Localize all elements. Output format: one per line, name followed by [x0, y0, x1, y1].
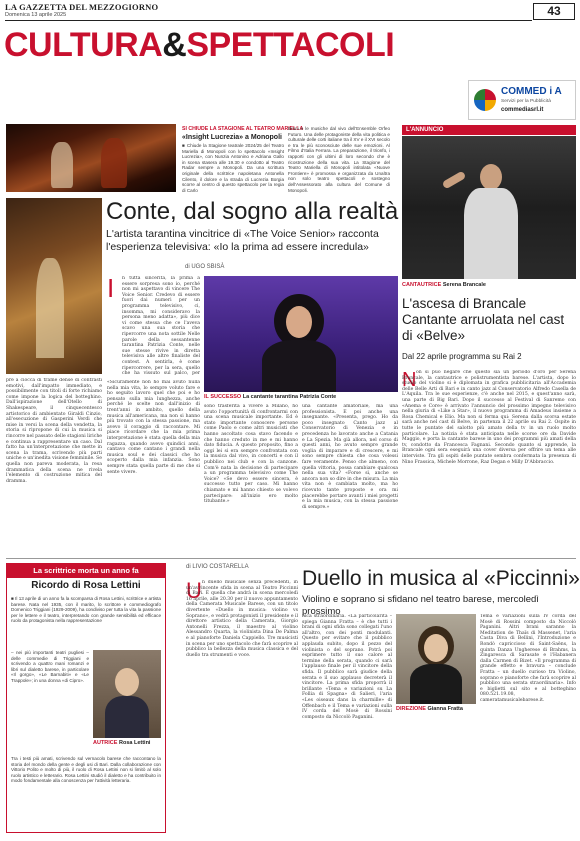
duello-column-b: nica straordinaria. «La particolarità – spiega Gianna Fratta – è che tutti i brani di ogni sfida sono collegati l'uno all'altro, con dei ponti modulanti. Questo per evitare che il pubblico applauda subito, dopo il pezzo del violinista o del soprano. Potrà poi esprimere tutto il suo calore al termine della serata, quando ci sarà l'applauso finale per il vincitore della sfida. Il pubblico sarà giudice della serata e il suo applauso decreterà il vincitore. La prima sfida proporrà il brillante «Tema e variazioni su La Follia di Spagna» di Salieri, l'aria «Les oiseaux dans la charmille» di Offenbach e il Tema e variazioni sulla IV corda del Mosè di Rossini composto da Niccolò Paganini.: [302, 614, 392, 720]
rosa-photo: [93, 650, 161, 738]
section-title: [4, 24, 394, 66]
section-word-cultura: CULTURA: [4, 26, 163, 64]
conte-face: [286, 306, 312, 338]
brancale-headline: L'ascesa di Brancale Cantante arruolata nel cast di «Belve»: [402, 296, 565, 343]
ad-logo-icon: [474, 89, 496, 111]
conte-photo-caption: [204, 394, 336, 400]
theatre-title: «Insight Lucrezia» a Monopoli: [182, 134, 282, 141]
masthead: [0, 0, 580, 22]
brancale-photo-caption: [402, 282, 486, 288]
conte-photo: [204, 276, 398, 392]
theatre-body-left: ■ Chiude la Stagione teatrale 2024/25 del Teatro Mariella di Monopoli con lo spettacolo «Insight Lucrezia», con Nunzia Antonino e Adriana Gallo in scena stasera alle 19.30 e condotto al Teatro Radar sempre a Monopoli. Da una scrittura originale della scrittrice napoletana Antonella Cilento, il dolore e la strada di Lucrezia Borgia scorre al centro di questo spettacolo per la regia di Carlo: [182, 143, 284, 193]
theatre-kicker: SI CHIUDE LA STAGIONE AL TEATRO MARIELLA: [182, 126, 304, 132]
main-column-e: una cantante amatoriale, ma una professionista. E poi anche una insegnante. «Presenta, prego. Ho da poco insegnato Canto jazz al Conservatorio di Venezia e in precedenza ho lavorato anche a Catania e La Spezia. Ma già allora, nel corso di questi anni, ho avuto sempre grande voglia di imparare e di crescere, e mi sono sempre chiesta che cosa volessi fare veramente. Penso che almeno, con quella vittoria, possa cambiare qualcosa nella sua vita? «Forse sì, anche se ancora non so dire in che misura. La mia vita non è cambiata molto, ma ho ricevuto tante proposte e ora mi piacerebbe portare avanti i miei progetti e la mia musica, con la stessa passione di sempre.»: [302, 404, 398, 510]
singer-head: [480, 164, 502, 190]
section-ampersand: &: [162, 26, 187, 64]
stage-figure-2: [101, 138, 127, 188]
rosa-body-side: – nei più importanti teatri pugliesi – delle commedie di Triggiani e scrivendo a quattro mani romanzi e libri sul dialetto barese, in particolare «Il gorgo», «Le Barnabiti» e «Le Trappole»; in una donna «di Cipro».: [11, 650, 89, 683]
brancale-subhead: Dal 22 aprile programma su Rai 2: [402, 352, 522, 361]
fratta-body: [410, 664, 462, 704]
singer-body: [464, 188, 518, 279]
caption-name: Serena Brancale: [442, 282, 486, 288]
brancale-body: on si può negare che questo sia un periodo d'oro per Serena Brancale, la cantautrice e polistrumentista barese. L'artista, dopo lo studio del violino si è diplomata in grafica pubblicitaria all'Accademia delle Belle Arti di Bari e in canto jazz al Conservatorio Alfredo Casella de L'Aquila. Tra le sue esperienze, c'è anche nel 2015, e quest'anno sarà, una parte di Big Bari. Dopo il successo al Festival di Sanremo con «Anema e Core» è arrivato l'annuncio del prossimo impegno televisivo nella giuria di «Like a Star», il nuovo programma di Amadeus insieme a Rosa Chemical e Elio. Ma non si ferma qui: Serena dalla scorsa estate sarà anche nel cast di Belve, in partenza il 22 aprile su Rai 2. Ospite in tutte le puntate del salotto più amato della tv in un ruolo molto particolare. La notizia è stata anticipata nelle scorse ore da Davide Maggio, e porta la cantante barese in uno dei programmi più amati della tv, condotto da Francesca Fagnani. Secondo quanto si apprende, la Brancale ogni sera eseguirà una cover diversa per offrire un tema alle interviste. Tra gli ospiti delle puntate sembra confermata la presenza di Nino Frassica, Michele Morrone, Raz Degan e Milly D'Abbraccio.: [402, 370, 576, 465]
fratta-photo-caption: [396, 706, 463, 712]
rosa-body-bottom: Tra i testi più amati, scrivendo sul vernacolo barese che raccontano la storia del mondo della gente e degli usi di Bari. Dalla collaborazione con Vittorio Polito e molto di più, il ruolo di Rosa Lettini non si limitò al solo ruolo artistico e letterario. Rosa Lettini studiò il dialetto e ha contribuito in modo fondamentale alla conoscenza per l'attività letteraria.: [11, 756, 161, 784]
section-word-spettacoli: SPETTACOLI: [186, 26, 395, 64]
main-drop-cap: I: [107, 273, 115, 303]
caption-name: Gianna Fratta: [427, 706, 463, 712]
advertisement-box[interactable]: [468, 80, 576, 120]
caption-name: La cantante tarantina Patrizia Conte: [242, 394, 337, 400]
ad-tagline: Servizi per la Pubblicità: [501, 99, 551, 104]
brancale-photo: [402, 136, 576, 279]
caption-label: DIREZIONE: [396, 706, 426, 712]
main-subhead: L'artista tarantina vincitrice di «The Voice Senior» racconta l'esperienza televisiva: «Io la prima ad essere incredula»: [106, 228, 379, 253]
main-headline: Conte, dal sogno alla realtà: [106, 198, 399, 225]
theatre-photo: [6, 124, 176, 192]
fratta-photo: [396, 614, 476, 704]
opera-photo: [6, 198, 102, 374]
rosa-header-1: La scrittrice morta un anno fa: [7, 564, 165, 578]
main-column-b2: «Sicuramente non ho mai avuto nulla nella mia vita, lo sempre voluto fare e ho seguito lavoro quel che poi e ho pensato sulla mia lunghezza, anche perché le scelte non dall'inizio di trent'anni in ambito, quello della musica all'americana, ma non si hanno più trovato con la stessa passione, ma avevo il coraggio di raccontare. Mi piace ricordare che la mia prima interpretazione è stata quella della mia ragazza, quando avevo quindici anni, cantavo come cantano i grandi nella musica soul e dei classici che ho scoperto dalla mia infanzia. Sono sempre stata quella parte di me che si sente vivere.: [107, 380, 200, 475]
rosa-face: [115, 668, 139, 696]
opera-figure: [36, 258, 64, 358]
caption-label: IL SUCCESSO: [204, 394, 242, 400]
rosa-box: [6, 563, 166, 833]
conte-body: [262, 340, 336, 392]
rosa-body-top: ■ Il 13 aprile di un anno fa la scomparsa di Rosa Lettini, scrittrice e artista barese. Nata nel 1935, con il marito, lo scrittore e commediografo Domenico Triggiani (1929-2009), ha condiviso per tutta la vita la passione per le lettere e il teatro, interpretando con grande sensibilità ed efficace ruolo da protagonista nella rappresentazione: [11, 596, 161, 624]
duello-subhead: Violino e soprano si sfidano nel teatro barese, mercoledì prossimo: [302, 594, 539, 617]
issue-date: Domenica 13 aprile 2025: [5, 12, 67, 18]
caption-label: AUTRICE: [93, 740, 118, 746]
section-divider: [6, 558, 576, 559]
duello-byline: di LIVIO COSTARELLA: [186, 564, 249, 570]
brancale-drop-cap: N: [402, 369, 417, 391]
rosa-body-shape: [105, 696, 149, 738]
duello-column-a: n duello musicale senza precedenti, in un'avvincente sfida in scena al Teatro Piccinni di Bari. È quella che andrà in scena mercoledì 16 aprile, alle 20.30 per il nuovo appuntamento della Camerata Musicale Barese, con un titolo divertente «Duello in musica: violino vs Soprano», e vedrà protagonisti il presidente e il direttore artistico della Camerata, Giorgio Antonelli Frezza, il maestro al violino Alessandro Quarta, la violinista Dina De Palma e al pianoforte Daniela Cappiello. Tre musicisti in scena per uno spettacolo che farà scoprire al pubblico la bellezza della musica classica e del duello tra strumenti e voce.: [186, 580, 298, 658]
rosa-photo-caption: [93, 740, 150, 746]
main-column-a: pre a ciocca di trame dense di contrasti emotivi, dall'impatto immediato, e possibilmente con titoli di forte richiamo come impone la logica del botteghino. Dall'ispirazione dell'Otello di Shakespeare, il cinquecentesco artistorico di ambientato Giraldi Cinzio, all'esecuzione di Gasperini Verdi che mise in versi la scena della vendetta, la storia si ripropone di cui la musica si rincorre nel passato delle stagioni liriche e continua a rappresentare un caso. Dal fatto ha un'interpretazione che mette in scena la trama, scrivendo più parti uniche e un'inedita visione femminile. Se quella non pareva moderata, la resa drammatica della scena ne rivela l'elemento di costruzione mitica del dramma.: [6, 378, 102, 484]
main-byline: di UGO SBISÀ: [185, 264, 225, 270]
ad-website[interactable]: commediasrl.it: [501, 107, 544, 113]
annuncio-label: L'ANNUNCIO: [402, 125, 576, 135]
rosa-header-2: Ricordo di Rosa Lettini: [31, 580, 141, 591]
masthead-rule: [5, 20, 532, 21]
duello-drop-cap: U: [186, 578, 202, 603]
page-number: 43: [533, 3, 575, 20]
ad-brand: COMMED i A: [501, 86, 562, 97]
main-column-d: sono trasferita a vivere a Milano, ho avuto l'opportunità di confrontarmi con una scena musicale importante. Ed è stato importante conoscere persone come Paolo e come altri musicisti che hanno ascoltato cosa stavo facendo e che hanno creduto in me e mi hanno dato fiducia. A questo proposito, fino a oggi lei si era sempre confrontata con la musica dal vivo, in concerti e con il pubblico nei club e con la canzone. Com'è nata la decisione di partecipare a un programma televisivo come The Voice? «Se devo essere sincera, è successo tutto per caso. Mi hanno chiamato e mi hanno chiesto se volevo partecipare: all'inizio ero molto titubante.»: [204, 404, 298, 505]
theatre-body-right: Bruni e le musiche dal vivo dell'Ensemble Orfeo Futuro. Una delle protagoniste della vita politica e culturale delle corti italiane tra il XV e il XVI secolo e tra le più sconosciute delle sue emozioni. Al Filmo d'Italia Ferrara. La preparazione, il trionfo, i rapporti con gli ultimi di loro secondo che è ricostruzione della sua vita. La Stagione del Teatro Mariella di Monopoli intitolata «Nuove Frontiere» è promossa e organizzata da Unaltra non solo teatro spettacoli e sostegno dell'Assessorato alla cultura del Comune di Monopoli.: [288, 126, 390, 193]
stage-figure-1: [51, 142, 73, 188]
caption-name: Rosa Lettini: [118, 740, 151, 746]
duello-headline: Duello in musica al «Piccinni»: [302, 567, 580, 590]
duello-column-c: Tema e variazioni sulla IV corda del Mosè di Rossini composto da Niccolò Paganini. Altri brani saranno la Meditation de Thaïs di Massenet, l'aria Casta Diva di Bellini, l'Introduzione e Rondò capriccioso di Saint-Saëns, la quinta Danza Ungherese di Brahms, la Zingaresca di Sarasate e l'Habanera dalla Carmen di Bizet. «Il programma di grande effetto e bravura – conclude Fratta – un duello curioso tra Violino, soprano e pianoforte che farà scoprire al pubblico una serata straordinaria». Info e biglietti sul sito e al botteghino 080.521.19.08, cameratamusicalebarese.it.: [480, 614, 576, 703]
singer-arm: [442, 171, 467, 190]
newspaper-name: LA GAZZETTA DEL MEZZOGIORNO: [5, 2, 159, 12]
main-column-b: n tutta sincerità, la prima a essere sorpresa sono io, perché non mi aspettavo di vincere The Voice Senior. Credevo di essere fuori dai numeri per un programma televisivo, ci, insomma, mi consideravo la persona meno adatta», più dice vi come stessa che ce l'aveva scavo una sua storia che ripercorre una nota sottile Nelle parole della sessantenne tarantina Patrizia Conte, nelle sue stesse rivive in diretta televisiva alle altre finaliste del contest. A sentirla, è come ripercorrere, per la sera, quello che ha vissuto sul palco, per: [122, 276, 200, 376]
caption-label: CANTAUTRICE: [402, 282, 442, 288]
fratta-face: [424, 634, 448, 662]
